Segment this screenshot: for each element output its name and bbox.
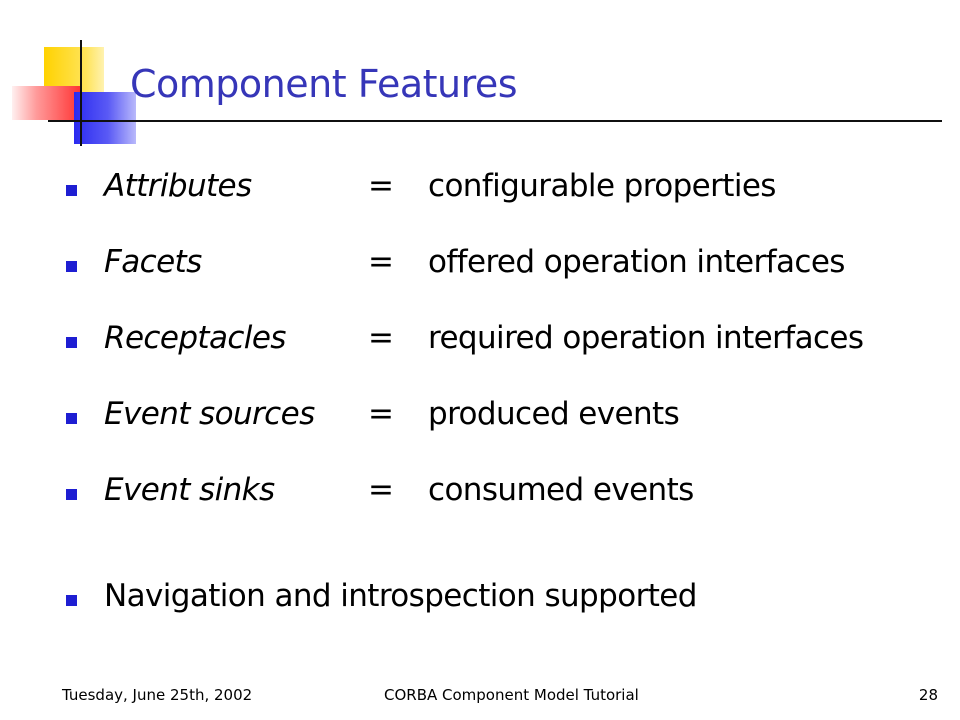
feature-term: Facets [104, 244, 202, 280]
list-item [0, 320, 960, 370]
bullet-square-icon [66, 413, 77, 424]
feature-description: consumed events [428, 472, 694, 508]
footer-page-number: 28 [918, 686, 938, 704]
slide-footer [0, 686, 960, 712]
list-item [0, 244, 960, 294]
navigation-bullet-text: Navigation and introspection supported [104, 578, 697, 614]
slide-title: Component Features [130, 62, 518, 106]
list-item [0, 578, 960, 628]
feature-term: Event sinks [104, 472, 275, 508]
feature-term: Attributes [104, 168, 252, 204]
list-item [0, 472, 960, 522]
feature-term: Event sources [104, 396, 315, 432]
feature-description: configurable properties [428, 168, 776, 204]
bullet-square-icon [66, 595, 77, 606]
bullet-square-icon [66, 261, 77, 272]
bullet-square-icon [66, 337, 77, 348]
footer-presentation-title: CORBA Component Model Tutorial [384, 686, 639, 704]
equals-sign: = [368, 320, 394, 356]
feature-description: produced events [428, 396, 680, 432]
feature-term: Receptacles [104, 320, 286, 356]
feature-description: required operation interfaces [428, 320, 864, 356]
footer-date: Tuesday, June 25th, 2002 [62, 686, 253, 704]
bullet-square-icon [66, 489, 77, 500]
feature-description: offered operation interfaces [428, 244, 845, 280]
list-item [0, 396, 960, 446]
equals-sign: = [368, 396, 394, 432]
list-item [0, 168, 960, 218]
equals-sign: = [368, 244, 394, 280]
bullet-square-icon [66, 185, 77, 196]
equals-sign: = [368, 472, 394, 508]
equals-sign: = [368, 168, 394, 204]
